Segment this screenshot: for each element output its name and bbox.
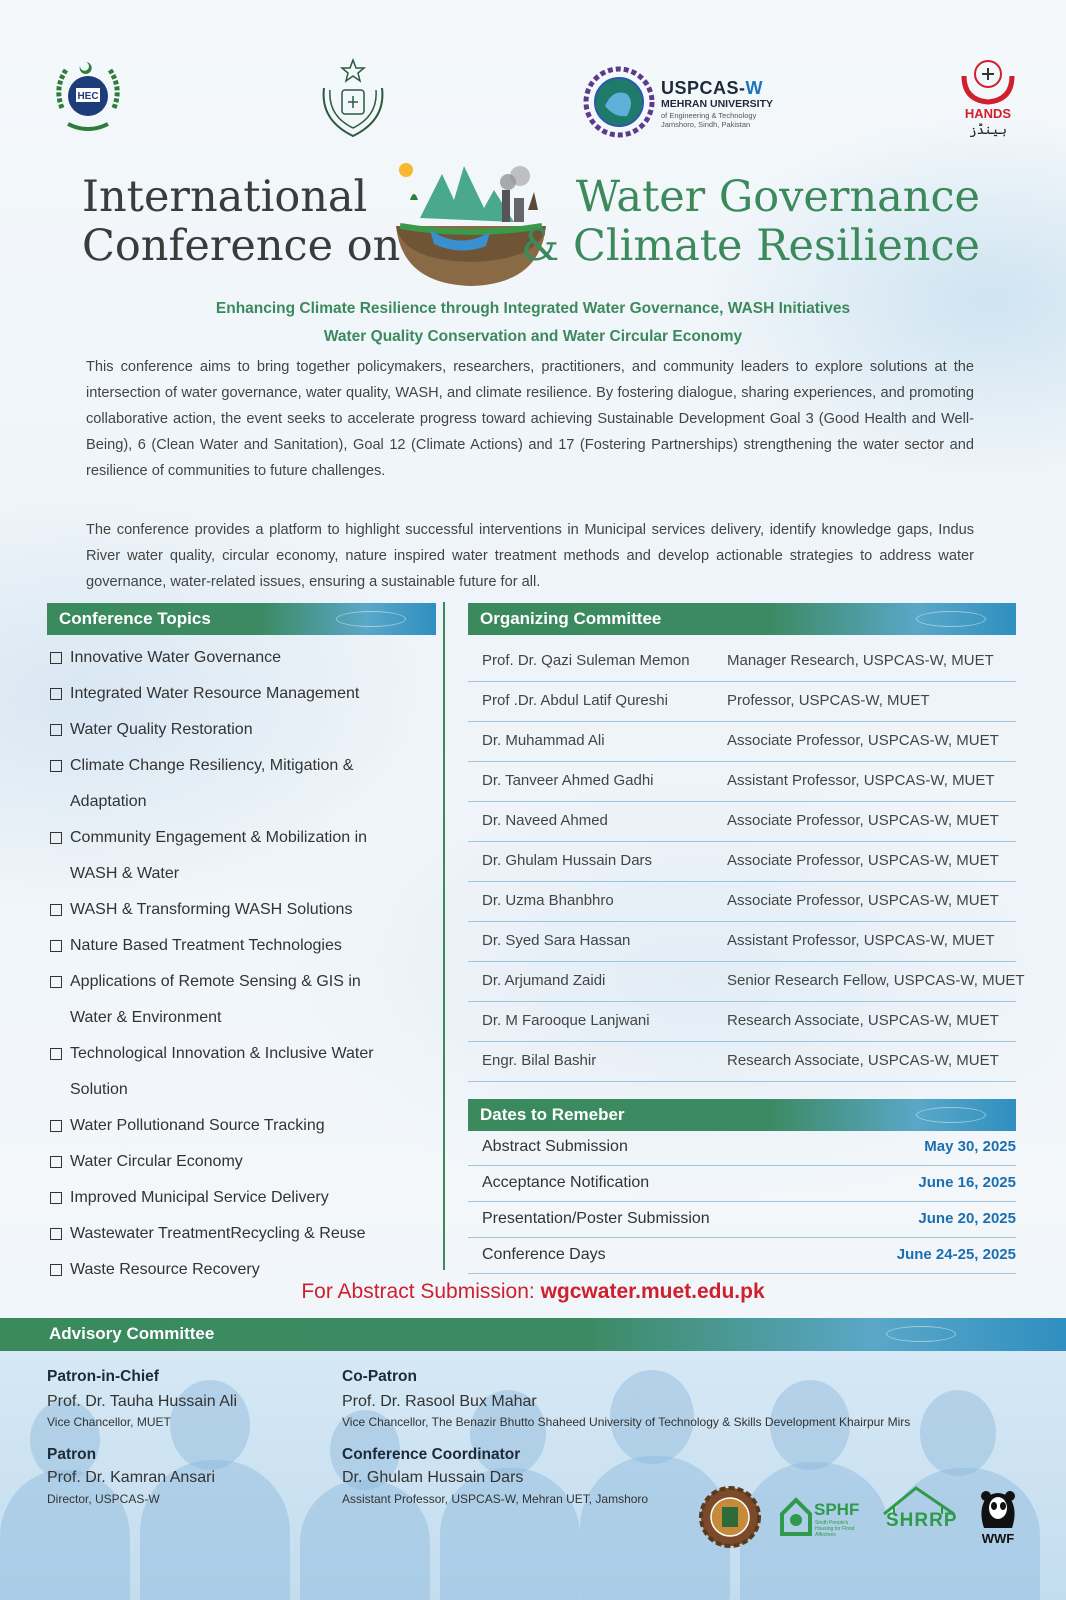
committee-row: Dr. M Farooque Lanjwani Research Associate, USPCAS-W, MUET bbox=[468, 1002, 1016, 1042]
date-row: Abstract Submission May 30, 2025 bbox=[468, 1130, 1016, 1166]
co-patron-name: Prof. Dr. Rasool Bux Mahar bbox=[342, 1393, 537, 1410]
checkbox-icon bbox=[50, 1264, 62, 1276]
dates-list bbox=[468, 1130, 1016, 1274]
muet-gear-logo bbox=[698, 1485, 762, 1549]
committee-row: Dr. Ghulam Hussain Dars Associate Professor, USPCAS-W, MUET bbox=[468, 842, 1016, 882]
committee-row: Dr. Uzma Bhanbhro Associate Professor, USPCAS-W, MUET bbox=[468, 882, 1016, 922]
topic-item: Water Quality Restoration bbox=[50, 712, 440, 748]
hands-logo bbox=[960, 56, 1016, 142]
patron-in-chief-label: Patron-in-Chief bbox=[47, 1368, 159, 1385]
shrrp-logo bbox=[880, 1484, 958, 1540]
date-row: Acceptance Notification June 16, 2025 bbox=[468, 1166, 1016, 1202]
platform-paragraph: The conference provides a platform to highlight successful interventions in Municipal services delivery, identify knowledge gaps, Indus River water quality, circular economy, nature inspired water treatment methods and develop actionable strategies to address water governance, water-related issues, ensuring a sustainable future for all. bbox=[86, 522, 974, 590]
uspcas-w-logo bbox=[583, 66, 793, 138]
topic-item: Integrated Water Resource Management bbox=[50, 676, 440, 712]
topic-item: Applications of Remote Sensing & GIS in Water & Environment bbox=[50, 964, 440, 1036]
sindh-government-logo bbox=[312, 58, 394, 144]
checkbox-icon bbox=[50, 724, 62, 736]
hec-logo bbox=[52, 58, 124, 138]
committee-row: Dr. Muhammad Ali Associate Professor, USPCAS-W, MUET bbox=[468, 722, 1016, 762]
date-row: Presentation/Poster Submission June 20, 2025 bbox=[468, 1202, 1016, 1238]
committee-row: Engr. Bilal Bashir Research Associate, USPCAS-W, MUET bbox=[468, 1042, 1016, 1082]
shrrp-label: SHRRP bbox=[886, 1510, 958, 1531]
checkbox-icon bbox=[50, 1156, 62, 1168]
advisory-committee-header: Advisory Committee bbox=[0, 1318, 1066, 1351]
patron-in-chief-role: Vice Chancellor, MUET bbox=[47, 1415, 171, 1429]
patron-in-chief-name: Prof. Dr. Tauha Hussain Ali bbox=[47, 1393, 238, 1410]
coordinator-role: Assistant Professor, USPCAS-W, Mehran UET, Jamshoro bbox=[342, 1492, 649, 1506]
topic-item: Water Circular Economy bbox=[50, 1144, 440, 1180]
date-row: Conference Days June 24-25, 2025 bbox=[468, 1238, 1016, 1274]
co-patron-role: Vice Chancellor, The Benazir Bhutto Shaheed University of Technology & Skills Development Khairpur Mirs bbox=[342, 1415, 911, 1429]
committee-row: Dr. Tanveer Ahmed Gadhi Assistant Professor, USPCAS-W, MUET bbox=[468, 762, 1016, 802]
checkbox-icon bbox=[50, 832, 62, 844]
topic-item: Community Engagement & Mobilization in WASH & Water bbox=[50, 820, 440, 892]
column-divider bbox=[443, 602, 445, 1270]
topic-item: Waste Resource Recovery bbox=[50, 1252, 440, 1288]
topic-item: Technological Innovation & Inclusive Water Solution bbox=[50, 1036, 440, 1108]
mehran-university-label: MEHRAN UNIVERSITY bbox=[661, 98, 774, 110]
patron-role: Director, USPCAS-W bbox=[47, 1492, 160, 1506]
subtitle-line-1: Enhancing Climate Resilience through Integrated Water Governance, WASH Initiatives bbox=[215, 300, 851, 317]
committee-row: Dr. Syed Sara Hassan Assistant Professor, USPCAS-W, MUET bbox=[468, 922, 1016, 962]
title-left: International Conference on bbox=[82, 172, 401, 271]
topic-item: Wastewater TreatmentRecycling & Reuse bbox=[50, 1216, 440, 1252]
topic-item: Climate Change Resiliency, Mitigation & Adaptation bbox=[50, 748, 440, 820]
wwf-logo bbox=[976, 1488, 1020, 1548]
topic-item: Improved Municipal Service Delivery bbox=[50, 1180, 440, 1216]
title-right: Water Governance & Climate Resilience bbox=[521, 172, 980, 271]
sphf-sub-label: Sindh People's Housing for Flood Affectees bbox=[815, 1520, 855, 1538]
wwf-label: WWF bbox=[981, 1531, 1015, 1546]
co-patron-label: Co-Patron bbox=[342, 1368, 417, 1385]
committee-row: Prof. Dr. Qazi Suleman Memon Manager Research, USPCAS-W, MUET bbox=[468, 642, 1016, 682]
organizing-committee-list bbox=[468, 642, 1025, 1082]
uspcas-title: USPCAS-W bbox=[661, 78, 764, 98]
sphf-label: SPHF bbox=[814, 1500, 860, 1519]
checkbox-icon bbox=[50, 1048, 62, 1060]
checkbox-icon bbox=[50, 1228, 62, 1240]
checkbox-icon bbox=[50, 652, 62, 664]
checkbox-icon bbox=[50, 904, 62, 916]
checkbox-icon bbox=[50, 688, 62, 700]
conference-topics-header: Conference Topics bbox=[47, 603, 436, 635]
intro-paragraph: This conference aims to bring together policymakers, researchers, practitioners, and community leaders to explore solutions at the intersection of water governance, water quality, WASH, and climate resilience. By fostering dialogue, sharing experiences, and promoting collaborative action, the event seeks to accelerate progress toward achieving Sustainable Development Goal 3 (Good Health and Well-Being), 6 (Clean Water and Sanitation), Goal 12 (Climate Actions) and 17 (Fostering Partnerships) strengthening the water sector and resilience of communities to future challenges. bbox=[86, 359, 974, 479]
checkbox-icon bbox=[50, 940, 62, 952]
committee-row: Dr. Naveed Ahmed Associate Professor, USPCAS-W, MUET bbox=[468, 802, 1016, 842]
svg-text:HEC: HEC bbox=[77, 91, 99, 102]
topic-item: WASH & Transforming WASH Solutions bbox=[50, 892, 440, 928]
coordinator-label: Conference Coordinator bbox=[342, 1446, 521, 1463]
submission-link[interactable]: wgcwater.muet.edu.pk bbox=[540, 1280, 765, 1303]
sphf-logo bbox=[778, 1494, 864, 1540]
checkbox-icon bbox=[50, 976, 62, 988]
mehran-university-subtitle: of Engineering & Technology Jamshoro, Sindh, Pakistan bbox=[661, 111, 757, 129]
checkbox-icon bbox=[50, 760, 62, 772]
checkbox-icon bbox=[50, 1120, 62, 1132]
checkbox-icon bbox=[50, 1192, 62, 1204]
conference-topics-list bbox=[50, 640, 440, 1288]
topic-item: Nature Based Treatment Technologies bbox=[50, 928, 440, 964]
topic-item: Innovative Water Governance bbox=[50, 640, 440, 676]
hands-urdu-label: ہینڈز bbox=[968, 122, 1008, 137]
dates-header: Dates to Remeber bbox=[468, 1099, 1016, 1131]
organizing-committee-header: Organizing Committee bbox=[468, 603, 1016, 635]
topic-item: Water Pollutionand Source Tracking bbox=[50, 1108, 440, 1144]
patron-label: Patron bbox=[47, 1446, 97, 1463]
committee-row: Dr. Arjumand Zaidi Senior Research Fellow, USPCAS-W, MUET bbox=[468, 962, 1016, 1002]
abstract-submission-line: For Abstract Submission: wgcwater.muet.edu.pk bbox=[301, 1280, 765, 1303]
subtitle-line-2: Water Quality Conservation and Water Circular Economy bbox=[323, 328, 743, 345]
patron-name: Prof. Dr. Kamran Ansari bbox=[47, 1469, 216, 1486]
committee-row: Prof .Dr. Abdul Latif Qureshi Professor, USPCAS-W, MUET bbox=[468, 682, 1016, 722]
hands-label: HANDS bbox=[964, 106, 1012, 121]
coordinator-name: Dr. Ghulam Hussain Dars bbox=[342, 1469, 524, 1486]
